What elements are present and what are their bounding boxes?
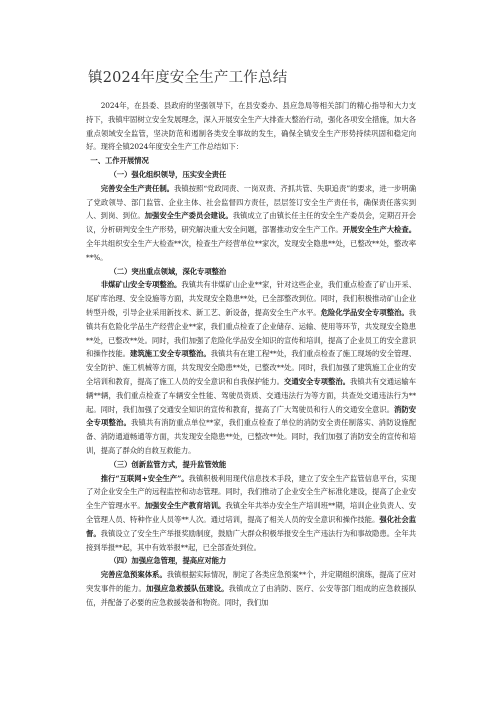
paragraph-responsibility — [86, 182, 416, 265]
subsection-heading-1: （一）强化组织领导，压实安全责任 — [109, 169, 227, 179]
lead-phrase: 推行“互联网+安全生产”。 — [100, 473, 189, 483]
lead-phrase: 建筑施工安全专项整治。 — [130, 349, 211, 359]
paragraph-text: 我镇按照“党政同责、一岗双责、齐抓共管、失职追责”的要求，进一步明确了党政领导、部门监管、企业主体、社会监督四方责任，层层签订安全生产责任书，确保责任落实到人、到岗、到位。 — [86, 183, 416, 221]
section-heading-1: 一、工作开展情况 — [90, 156, 149, 166]
subsection-heading-3: （三）创新监管方式，提升监管效能 — [109, 459, 227, 469]
lead-phrase: 非煤矿山安全专项整治。 — [100, 280, 182, 290]
lead-phrase: 加强应急救援队伍建设。 — [146, 583, 229, 593]
paragraph-text: 我镇共有非煤矿山企业**家，针对这些企业，我们重点检查了矿山开采、尾矿库治理、安全设施等方面，共发现安全隐患**处，已全部整改到位。同时，我们积极推动矿山企业转型升级，引导企业采用新技术、新工艺、新设备，提高安全生产水平。 — [86, 280, 416, 317]
document-title: 镇2024年度安全生产工作总结 — [88, 70, 288, 86]
paragraph-text: 全年共组织安全生产大检查**次，检查生产经营单位**家次，发现安全隐患**处，已整改**处，整改率**%。 — [86, 238, 416, 262]
lead-phrase: 加强安全生产教育培训。 — [144, 501, 226, 511]
lead-phrase: 加强安全生产委员会建设。 — [144, 211, 233, 221]
paragraph-text: 我镇设立了安全生产举报奖励制度，鼓励广大群众积极举报安全生产违法行为和事故隐患。全年共接到举报**起，其中有效举报**起，已全部查处到位。 — [86, 528, 416, 552]
paragraph-supervision — [86, 472, 416, 555]
lead-phrase: 开展安全生产大检查。 — [342, 225, 416, 235]
lead-phrase: 完善应急预案体系。 — [100, 570, 167, 580]
intro-paragraph: 2024年，在县委、县政府的坚强领导下，在县安委办、县应急局等相关部门的精心指导和大力支持下，我镇牢固树立安全发展理念，深入开展安全生产大排查大整治行动，强化各项安全措施，加大各重点领域安全监管，坚决防范和遏制各类安全事故的发生，确保全镇安全生产形势持续巩固和稳定向好。现将全镇2024年度安全生产工作总结如下： — [86, 101, 416, 152]
document-body — [86, 99, 416, 609]
paragraph-text: 我镇全年共举办安全生产培训班**期，培训企业负责人、安全管理人员、特种作业人员等**人次。通过培训，提高了相关人员的安全意识和操作技能。 — [86, 501, 416, 524]
paragraph-emergency — [86, 568, 416, 609]
paragraph-text: 我镇共有消防重点单位**家，我们重点检查了单位的消防安全责任制落实、消防设施配备、消防通道畅通等方面，共发现安全隐患**处，已整改**处。同时，我们加强了消防安全的宣传和培训，提高了群众的自救互救能力。 — [86, 418, 416, 455]
paragraph-text: 我镇成立了由镇长任主任的安全生产委员会，定期召开会议，分析研判安全生产形势，研究解决重大安全问题，部署推动安全生产工作。 — [86, 211, 416, 235]
paragraph-text: 我镇共有交通运输车辆**辆，我们重点检查了车辆安全性能、驾驶员资质、交通违法行为等方面，共查处交通违法行为**起。同时，我们加强了交通安全知识的宣传和教育，提高了广大驾驶员和行人的交通安全意识。 — [86, 376, 416, 414]
paragraph-text: 我镇根据实际情况，制定了各类应急预案**个，并定期组织演练，提高了应对突发事件的能力。 — [86, 570, 416, 593]
subsection-heading-2: （二）突出重点领域，深化专项整治 — [109, 266, 227, 276]
paragraph-special-rectification — [86, 278, 416, 457]
paragraph-text: 我镇共有危险化学品生产经营企业**家，我们重点检查了企业储存、运输、使用等环节，共发现安全隐患**处，已整改**处。同时，我们加强了危险化学品安全知识的宣传和培训，提高了企业员工的安全意识和操作技能。 — [86, 307, 416, 359]
paragraph-text: 我镇共有在建工程**处，我们重点检查了施工现场的安全管理、安全防护、施工机械等方面，共发现安全隐患**处，已整改**处。同时，我们加强了建筑施工企业的安全培训和教育，提高了施工人员的安全意识和自我保护能力。 — [86, 349, 416, 386]
lead-phrase: 完善安全生产责任制。 — [100, 183, 174, 193]
lead-phrase: 交通安全专项整治。 — [284, 376, 351, 386]
paragraph-text: 我镇积极利用现代信息技术手段，建立了安全生产监管信息平台，实现了对企业安全生产的远程监控和动态管理。同时，我们推动了企业安全生产标准化建设，提高了企业安全生产管理水平。 — [86, 473, 416, 511]
subsection-heading-4: （四）加强应急管理，提高应对能力 — [109, 556, 227, 566]
lead-phrase: 消防安全专项整治。 — [86, 404, 416, 428]
paragraph-text: 我镇成立了由消防、医疗、公安等部门组成的应急救援队伍，并配备了必要的应急救援装备和物资。同时，我们加 — [86, 583, 416, 607]
lead-phrase: 危险化学品安全专项整治。 — [320, 307, 409, 317]
lead-phrase: 强化社会监督。 — [86, 514, 416, 538]
